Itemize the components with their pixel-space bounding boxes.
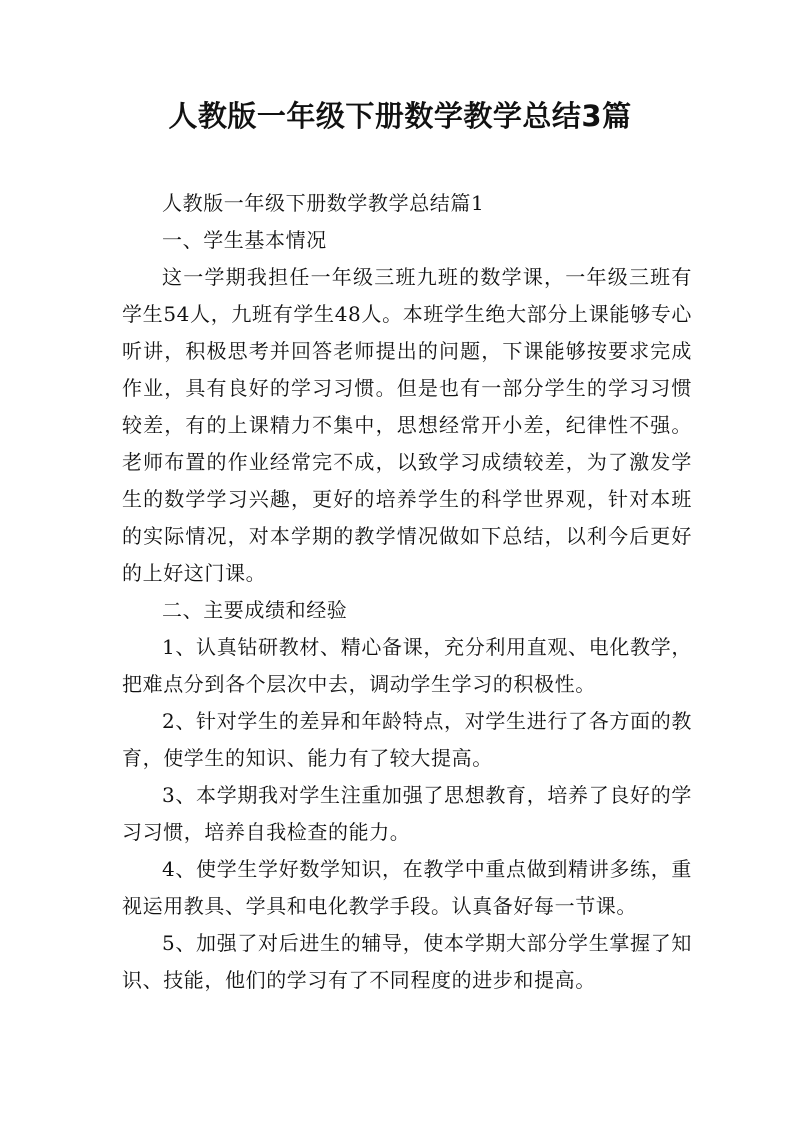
list-item-2: 2、针对学生的差异和年龄特点，对学生进行了各方面的教育，使学生的知识、能力有了较大提高。 — [122, 709, 692, 770]
list-item-4: 4、使学生学好数学知识，在教学中重点做到精讲多练，重视运用教具、学具和电化教学手段。认真备好每一节课。 — [122, 857, 692, 918]
document-body — [122, 185, 692, 999]
list-item-5: 5、加强了对后进生的辅导，使本学期大部分学生掌握了知识、技能，他们的学习有了不同程度的进步和提高。 — [122, 931, 692, 992]
section-heading-article: 人教版一年级下册数学教学总结篇1 — [162, 191, 485, 215]
section-heading-student-situation: 一、学生基本情况 — [162, 228, 327, 252]
section-heading-achievements: 二、主要成绩和经验 — [162, 598, 348, 622]
document-title: 人教版一年级下册数学教学总结3篇 — [168, 99, 632, 133]
list-item-3: 3、本学期我对学生注重加强了思想教育，培养了良好的学习习惯，培养自我检查的能力。 — [122, 783, 692, 844]
list-item-1: 1、认真钻研教材、精心备课，充分利用直观、电化教学，把难点分到各个层次中去，调动学生学习的积极性。 — [122, 635, 692, 696]
paragraph-student-situation: 这一学期我担任一年级三班九班的数学课，一年级三班有学生54人，九班有学生48人。本班学生绝大部分上课能够专心听讲，积极思考并回答老师提出的问题，下课能够按要求完成作业，具有良好的学习习惯。但是也有一部分学生的学习习惯较差，有的上课精力不集中，思想经常开小差，纪律性不强。老师布置的作业经常完不成，以致学习成绩较差，为了激发学生的数学学习兴趣，更好的培养学生的科学世界观，针对本班的实际情况，对本学期的教学情况做如下总结，以利今后更好的上好这门课。 — [122, 265, 692, 585]
